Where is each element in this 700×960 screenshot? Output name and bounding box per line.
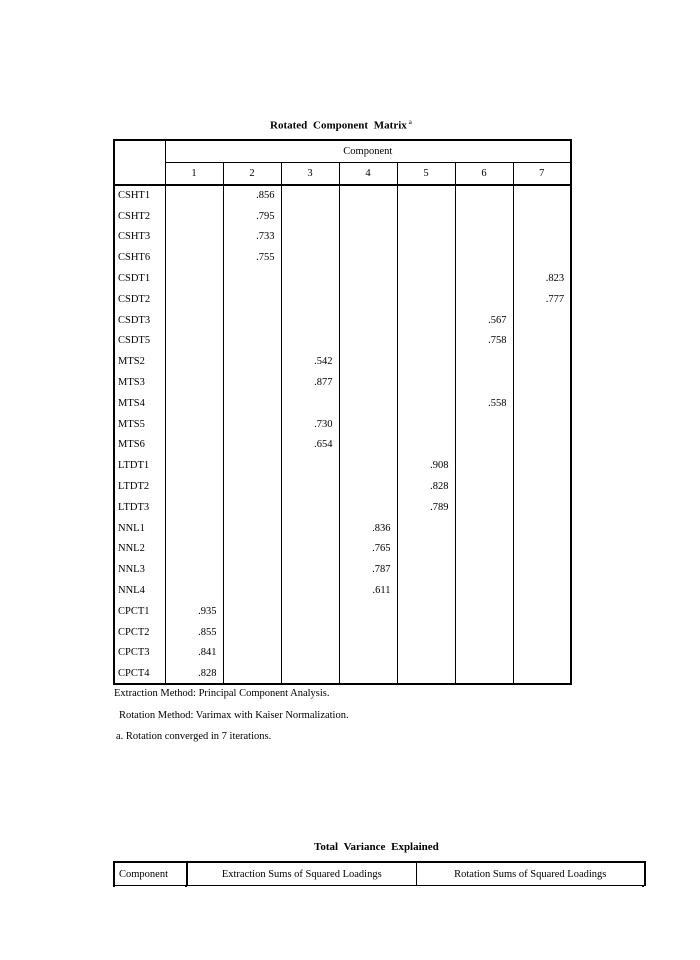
- row-label: CSHT2: [114, 206, 165, 227]
- loading-cell: [455, 643, 513, 664]
- row-label: CSDT2: [114, 289, 165, 310]
- loading-cell: [223, 539, 281, 560]
- loading-cell: [281, 206, 339, 227]
- loading-cell: [455, 247, 513, 268]
- loading-cell: .789: [397, 497, 455, 518]
- total-variance-explained-title: Total Variance Explained: [314, 841, 439, 853]
- component-column-header: 7: [513, 163, 571, 186]
- loading-cell: [223, 372, 281, 393]
- loading-cell: [397, 206, 455, 227]
- table-row: [114, 227, 571, 248]
- loading-cell: [223, 289, 281, 310]
- loading-cell: [397, 518, 455, 539]
- table-row: [114, 351, 571, 372]
- loading-cell: [339, 331, 397, 352]
- loading-cell: .733: [223, 227, 281, 248]
- loading-cell: [281, 539, 339, 560]
- loading-cell: [165, 393, 223, 414]
- loading-cell: [513, 351, 571, 372]
- loading-cell: [513, 643, 571, 664]
- loading-cell: .836: [339, 518, 397, 539]
- rotated-component-matrix-title: [270, 118, 412, 132]
- loading-cell: [281, 247, 339, 268]
- loading-cell: .841: [165, 643, 223, 664]
- loading-cell: [223, 414, 281, 435]
- component-column-header: 6: [455, 163, 513, 186]
- loading-cell: [513, 414, 571, 435]
- loading-cell: [455, 372, 513, 393]
- table-row: [114, 663, 571, 684]
- loading-cell: .654: [281, 435, 339, 456]
- loading-cell: [339, 497, 397, 518]
- row-label: LTDT1: [114, 455, 165, 476]
- table-row: [114, 476, 571, 497]
- loading-cell: [339, 663, 397, 684]
- loading-cell: [339, 268, 397, 289]
- total-variance-explained-table: [113, 861, 646, 886]
- loading-cell: [455, 414, 513, 435]
- loading-cell: [281, 663, 339, 684]
- loading-cell: [339, 476, 397, 497]
- loading-cell: [223, 622, 281, 643]
- loading-cell: .730: [281, 414, 339, 435]
- loading-cell: .935: [165, 601, 223, 622]
- loading-cell: [513, 559, 571, 580]
- loading-cell: [339, 351, 397, 372]
- rotated-component-matrix-title-text: Rotated Component Matrix: [270, 119, 407, 132]
- loading-cell: [223, 663, 281, 684]
- loading-cell: [223, 435, 281, 456]
- row-label: MTS6: [114, 435, 165, 456]
- component-column-header: 5: [397, 163, 455, 186]
- loading-cell: [455, 559, 513, 580]
- loading-cell: [223, 455, 281, 476]
- row-label: LTDT3: [114, 497, 165, 518]
- loading-cell: [455, 289, 513, 310]
- loading-cell: [223, 268, 281, 289]
- row-label: NNL1: [114, 518, 165, 539]
- loading-cell: [339, 247, 397, 268]
- loading-cell: [397, 247, 455, 268]
- loading-cell: .542: [281, 351, 339, 372]
- loading-cell: [513, 310, 571, 331]
- loading-cell: [513, 435, 571, 456]
- loading-cell: [513, 518, 571, 539]
- loading-cell: .828: [397, 476, 455, 497]
- loading-cell: [223, 351, 281, 372]
- loading-cell: [165, 268, 223, 289]
- loading-cell: [339, 310, 397, 331]
- loading-cell: [455, 206, 513, 227]
- column-header-row: [114, 163, 571, 186]
- row-label: CPCT2: [114, 622, 165, 643]
- table-row: [114, 622, 571, 643]
- loading-cell: [513, 206, 571, 227]
- loading-cell: [397, 643, 455, 664]
- row-label: MTS5: [114, 414, 165, 435]
- table-row: [114, 247, 571, 268]
- table-row: [114, 310, 571, 331]
- loading-cell: [397, 331, 455, 352]
- loading-cell: [513, 185, 571, 206]
- loading-cell: .567: [455, 310, 513, 331]
- loading-cell: [397, 289, 455, 310]
- loading-cell: [455, 580, 513, 601]
- table-row: [114, 268, 571, 289]
- component-column-header: 4: [339, 163, 397, 186]
- loading-cell: [397, 268, 455, 289]
- rotation-method-note: Rotation Method: Varimax with Kaiser Normalization.: [119, 710, 349, 721]
- loading-cell: [339, 435, 397, 456]
- loading-cell: [165, 580, 223, 601]
- loading-cell: [281, 518, 339, 539]
- loading-cell: .765: [339, 539, 397, 560]
- loading-cell: [513, 476, 571, 497]
- loading-cell: [165, 185, 223, 206]
- tve-header-rotation-sums: Rotation Sums of Squared Loadings: [416, 862, 645, 886]
- loading-cell: [455, 351, 513, 372]
- loading-cell: [339, 185, 397, 206]
- table-row: [114, 435, 571, 456]
- loading-cell: [165, 497, 223, 518]
- loading-cell: [165, 310, 223, 331]
- component-column-header: 3: [281, 163, 339, 186]
- row-label: CSDT3: [114, 310, 165, 331]
- table-row: [114, 497, 571, 518]
- tve-right-border-stub: [642, 885, 644, 887]
- row-label: CSDT1: [114, 268, 165, 289]
- component-header: Component: [165, 140, 571, 163]
- loading-cell: [397, 559, 455, 580]
- loading-cell: [165, 455, 223, 476]
- loading-cell: [513, 372, 571, 393]
- tve-header-component: Component: [114, 862, 187, 886]
- loading-cell: [339, 643, 397, 664]
- loading-cell: [223, 601, 281, 622]
- loading-cell: [455, 518, 513, 539]
- loading-cell: [339, 414, 397, 435]
- table-row: [114, 289, 571, 310]
- loading-cell: [513, 393, 571, 414]
- loading-cell: [397, 227, 455, 248]
- loading-cell: .795: [223, 206, 281, 227]
- loading-cell: [455, 455, 513, 476]
- loading-cell: [513, 539, 571, 560]
- loading-cell: [165, 559, 223, 580]
- loading-cell: [339, 289, 397, 310]
- loading-cell: [397, 622, 455, 643]
- loading-cell: [281, 643, 339, 664]
- row-label: CPCT1: [114, 601, 165, 622]
- loading-cell: [339, 372, 397, 393]
- table-row: [114, 518, 571, 539]
- loading-cell: [281, 331, 339, 352]
- loading-cell: .855: [165, 622, 223, 643]
- loading-cell: [339, 206, 397, 227]
- loading-cell: .787: [339, 559, 397, 580]
- table-row: [114, 580, 571, 601]
- loading-cell: .828: [165, 663, 223, 684]
- loading-cell: [281, 393, 339, 414]
- loading-cell: [455, 539, 513, 560]
- loading-cell: [281, 622, 339, 643]
- loading-cell: [281, 497, 339, 518]
- tve-divider-stub: [185, 885, 187, 887]
- loading-cell: [165, 227, 223, 248]
- loading-cell: [339, 227, 397, 248]
- row-label: CSDT5: [114, 331, 165, 352]
- loading-cell: [397, 601, 455, 622]
- loading-cell: [455, 227, 513, 248]
- loading-cell: [339, 622, 397, 643]
- rotation-convergence-footnote: a. Rotation converged in 7 iterations.: [116, 731, 272, 742]
- loading-cell: [513, 663, 571, 684]
- loading-cell: [513, 247, 571, 268]
- rotated-component-matrix-body: [114, 185, 571, 684]
- loading-cell: [397, 372, 455, 393]
- title-footnote-marker: a: [408, 118, 412, 126]
- loading-cell: .755: [223, 247, 281, 268]
- table-row: [114, 643, 571, 664]
- loading-cell: [513, 622, 571, 643]
- row-label: LTDT2: [114, 476, 165, 497]
- loading-cell: [223, 331, 281, 352]
- row-label: CPCT3: [114, 643, 165, 664]
- loading-cell: [223, 559, 281, 580]
- row-label: NNL4: [114, 580, 165, 601]
- row-label: MTS4: [114, 393, 165, 414]
- loading-cell: [223, 476, 281, 497]
- loading-cell: [397, 539, 455, 560]
- loading-cell: [165, 476, 223, 497]
- loading-cell: .758: [455, 331, 513, 352]
- loading-cell: [281, 310, 339, 331]
- loading-cell: [513, 580, 571, 601]
- loading-cell: [397, 310, 455, 331]
- loading-cell: [397, 435, 455, 456]
- row-label: MTS2: [114, 351, 165, 372]
- loading-cell: [165, 351, 223, 372]
- loading-cell: [165, 331, 223, 352]
- rotated-component-matrix-table: [113, 139, 572, 685]
- table-row: [114, 539, 571, 560]
- loading-cell: [455, 268, 513, 289]
- loading-cell: [339, 601, 397, 622]
- row-label: CSHT1: [114, 185, 165, 206]
- loading-cell: [513, 455, 571, 476]
- row-label: NNL2: [114, 539, 165, 560]
- loading-cell: [165, 435, 223, 456]
- loading-cell: [281, 268, 339, 289]
- loading-cell: [397, 393, 455, 414]
- loading-cell: [281, 185, 339, 206]
- loading-cell: [223, 518, 281, 539]
- row-label: NNL3: [114, 559, 165, 580]
- loading-cell: [397, 414, 455, 435]
- table-row: [114, 455, 571, 476]
- loading-cell: [513, 331, 571, 352]
- loading-cell: [165, 247, 223, 268]
- loading-cell: [397, 580, 455, 601]
- loading-cell: [281, 559, 339, 580]
- loading-cell: [281, 601, 339, 622]
- row-label: CSHT6: [114, 247, 165, 268]
- table-row: [114, 372, 571, 393]
- table-row: [114, 331, 571, 352]
- loading-cell: .558: [455, 393, 513, 414]
- loading-cell: [223, 310, 281, 331]
- loading-cell: [339, 455, 397, 476]
- loading-cell: [165, 518, 223, 539]
- loading-cell: [165, 372, 223, 393]
- loading-cell: [513, 497, 571, 518]
- loading-cell: .856: [223, 185, 281, 206]
- loading-cell: [165, 539, 223, 560]
- loading-cell: .877: [281, 372, 339, 393]
- component-column-header: 1: [165, 163, 223, 186]
- loading-cell: .777: [513, 289, 571, 310]
- loading-cell: [165, 206, 223, 227]
- table-row: [114, 206, 571, 227]
- table-row: [114, 601, 571, 622]
- loading-cell: [455, 435, 513, 456]
- loading-cell: [281, 580, 339, 601]
- tve-left-border-stub: [113, 885, 115, 887]
- loading-cell: [397, 351, 455, 372]
- component-column-header: 2: [223, 163, 281, 186]
- loading-cell: [165, 289, 223, 310]
- loading-cell: [281, 476, 339, 497]
- loading-cell: [165, 414, 223, 435]
- loading-cell: .908: [397, 455, 455, 476]
- tve-header-extraction-sums: Extraction Sums of Squared Loadings: [187, 862, 416, 886]
- loading-cell: [223, 393, 281, 414]
- loading-cell: [455, 663, 513, 684]
- loading-cell: [455, 185, 513, 206]
- loading-cell: [397, 185, 455, 206]
- loading-cell: [513, 601, 571, 622]
- table-row: [114, 559, 571, 580]
- loading-cell: [455, 622, 513, 643]
- loading-cell: .823: [513, 268, 571, 289]
- loading-cell: [223, 497, 281, 518]
- loading-cell: [455, 601, 513, 622]
- loading-cell: [223, 580, 281, 601]
- loading-cell: .611: [339, 580, 397, 601]
- table-row: [114, 414, 571, 435]
- table-row: [114, 393, 571, 414]
- loading-cell: [281, 455, 339, 476]
- extraction-method-note: Extraction Method: Principal Component Analysis.: [114, 688, 330, 699]
- loading-cell: [281, 289, 339, 310]
- table-row: [114, 185, 571, 206]
- loading-cell: [223, 643, 281, 664]
- row-label: MTS3: [114, 372, 165, 393]
- loading-cell: [455, 476, 513, 497]
- row-label: CPCT4: [114, 663, 165, 684]
- loading-cell: [513, 227, 571, 248]
- loading-cell: [281, 227, 339, 248]
- loading-cell: [397, 663, 455, 684]
- row-label: CSHT3: [114, 227, 165, 248]
- tve-table-continuation: [113, 885, 644, 887]
- table-corner-cell: [114, 140, 165, 185]
- loading-cell: [339, 393, 397, 414]
- loading-cell: [455, 497, 513, 518]
